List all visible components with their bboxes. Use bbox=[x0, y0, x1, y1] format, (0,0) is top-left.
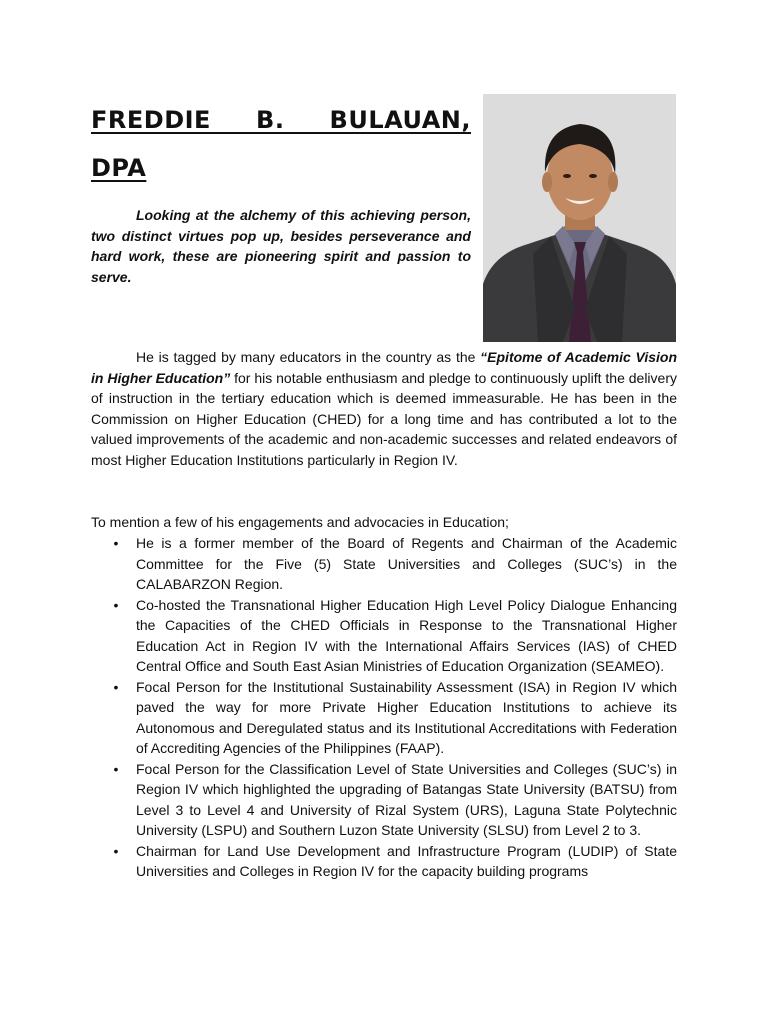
list-item-text: Focal Person for the Classification Level of State Universities and Colleges (SUC’s) in Region IV which highlighted the upgrading of Batangas State University (BATSU) from Level 3 to Level 4 and University of Rizal System (URS), Laguna State Polytechnic University (LSPU) and Southern Luzon State University (SLSU) from Level 2 to 3. bbox=[136, 760, 677, 838]
bio-text-start: He is tagged by many educators in the country as the bbox=[136, 349, 481, 365]
bio-paragraph bbox=[91, 347, 677, 470]
title-line-2: DPA bbox=[91, 154, 147, 182]
list-item-text: Focal Person for the Institutional Sustainability Assessment (ISA) in Region IV which paved the way for more Private Higher Education Institutions to achieve its Autonomous and Deregulated status and its Institutional Accreditations with Federation of Accrediting Agencies of the Philippines (FAAP). bbox=[136, 678, 677, 756]
list-item-text: He is a former member of the Board of Regents and Chairman of the Academic Committee for the Five (5) State Universities and Colleges (SUC’s) in the CALABARZON Region. bbox=[136, 535, 677, 592]
portrait-illustration bbox=[483, 94, 676, 342]
list-item bbox=[91, 595, 677, 677]
bullet-marker: • bbox=[113, 596, 119, 613]
bullet-marker: • bbox=[113, 760, 119, 777]
engagements-intro: To mention a few of his engagements and advocacies in Education; bbox=[91, 514, 509, 530]
portrait-photo bbox=[483, 94, 676, 342]
bio-emphasis: “Epitome of Academic Vision in Higher Education” bbox=[91, 349, 677, 386]
list-item bbox=[91, 759, 677, 841]
bio-text-end: for his notable enthusiasm and pledge to continuously uplift the delivery of instruction in the tertiary education which is deemed immeasurable. He has been in the Commission on Higher Education (CHED) for a long time and has contributed a lot to the valued improvements of the academic and non-academic successes and related endeavors of most Higher Education Institutions particularly in Region IV. bbox=[91, 369, 677, 468]
document-title bbox=[91, 96, 471, 192]
title-line-1: FREDDIE B. BULAUAN, bbox=[91, 106, 471, 134]
list-item-text: Chairman for Land Use Development and Infrastructure Program (LUDIP) of State Universities and Colleges in Region IV for the capacity building programs bbox=[136, 842, 677, 879]
list-item bbox=[91, 677, 677, 759]
list-item bbox=[91, 841, 677, 882]
list-item-text: Co-hosted the Transnational Higher Education High Level Policy Dialogue Enhancing the Capacities of the CHED Officials in Response to the Transnational Higher Education Act in Region IV with the International Affairs Services (IAS) of CHED Central Office and South East Asian Ministries of Education Organization (SEAMEO). bbox=[136, 596, 677, 674]
bullet-marker: • bbox=[113, 535, 119, 551]
list-item bbox=[91, 533, 677, 595]
bullet-marker: • bbox=[113, 842, 119, 859]
intro-paragraph: Looking at the alchemy of this achieving person, two distinct virtues pop up, besides perseverance and hard work, these are pioneering spirit and passion to serve. bbox=[91, 207, 471, 285]
engagements-list bbox=[91, 533, 677, 882]
bullet-marker: • bbox=[113, 678, 119, 695]
